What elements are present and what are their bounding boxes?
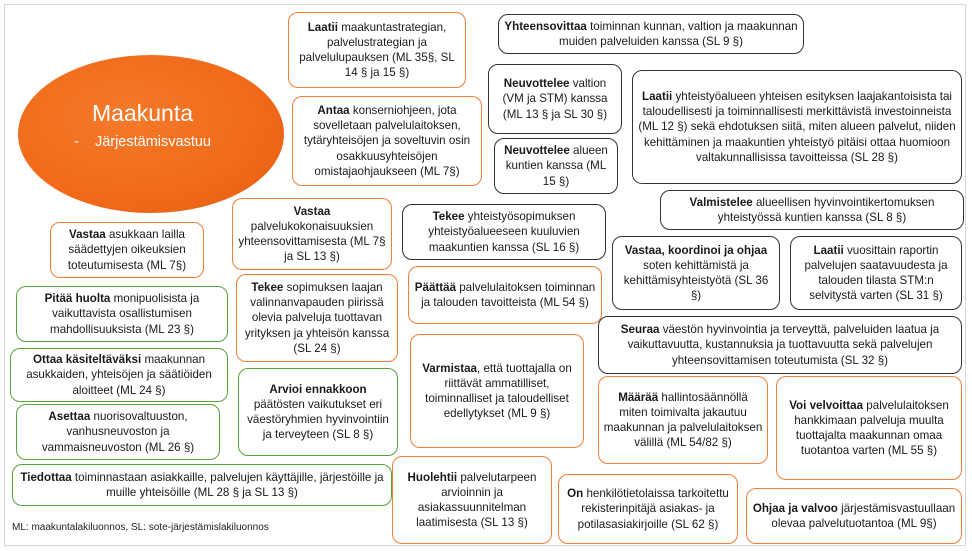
box-verb: Varmistaa xyxy=(422,361,478,375)
box-text xyxy=(21,409,215,454)
box-text xyxy=(407,209,601,254)
box-verb: Laatii xyxy=(642,90,673,104)
box-verb: Päättää xyxy=(414,280,457,294)
box-verb: Tekee xyxy=(432,210,465,224)
box-verb: Tiedottaa xyxy=(20,470,72,484)
box-body: hallintosäännöllä miten toimivalta jakautuu maakunnan ja palvelulaitoksen välillä (ML 54/82 §) xyxy=(603,390,763,450)
box-text xyxy=(413,280,597,310)
box-tiedottaa xyxy=(12,464,392,506)
box-body: vuosittain raportin palvelujen saatavuudesta ja talouden tilasta STM:n selvitystä varten (SL 31 §) xyxy=(804,243,948,303)
box-body: toiminnan kunnan, valtion ja maakunnan muiden palveluiden kanssa (SL 9 §) xyxy=(559,19,798,48)
box-text xyxy=(297,103,477,178)
box-verb: Tekee xyxy=(251,281,284,295)
box-text xyxy=(603,390,763,450)
box-body: maakuntastrategian, palvelustrategian ja palvelulupauksen (ML 35§, SL 14 § ja 15 §) xyxy=(299,20,455,80)
box-verb: Antaa xyxy=(317,104,350,118)
box-body: asukkaan lailla säädettyjen oikeuksien toteutumisesta (ML 7§) xyxy=(67,228,187,272)
box-laatii-raportin xyxy=(790,236,962,310)
box-body: henkilötietolaissa tarkoitettu rekisterinpitäjä asiakas- ja potilasasiakirjoille (SL 62 §) xyxy=(577,487,729,531)
box-text xyxy=(415,361,579,421)
box-text xyxy=(503,19,799,49)
box-verb: Laatii xyxy=(813,243,844,257)
box-vastaa-oikeuksien xyxy=(50,222,204,278)
box-text xyxy=(55,227,199,272)
box-body: palvelukokonaisuuksien yhteensovittamisesta (ML 7§ ja SL 13 §) xyxy=(238,219,386,264)
box-text xyxy=(751,501,957,531)
box-body: järjestämisvastuullaan olevaa palvelutuotantoa (ML 9§) xyxy=(771,501,956,530)
box-body: väestön hyvinvointia ja terveyttä, palveluiden laatua ja vaikuttavuutta, kustannuksia ja tuottavuutta sekä palvelujen yhteensovittamisen toteutumista (SL 32 §) xyxy=(627,323,940,367)
box-body: maakunnan asukkaiden, yhteisöjen ja säätiöiden aloitteet (ML 24 §) xyxy=(26,353,212,397)
footnote: ML: maakuntalakiluonnos, SL: sote-järjestämislakiluonnos xyxy=(12,522,269,533)
box-arvioi xyxy=(238,368,398,456)
box-text xyxy=(637,89,957,164)
box-text xyxy=(237,204,387,264)
box-verb: On xyxy=(567,487,584,501)
box-text xyxy=(397,470,547,530)
box-verb: Asettaa xyxy=(48,410,91,424)
box-neuvottelee-kuntien xyxy=(494,138,618,194)
box-voi-velvoittaa xyxy=(776,376,962,480)
box-body: palvelutarpeen arvioinnin ja asiakassuunnitelman laatimisesta (SL 13 §) xyxy=(416,470,537,530)
box-valmistelee xyxy=(660,190,964,230)
box-body: yhteistyöalueen yhteisen esityksen laajakantoisista tai taloudellisesti ja toiminnallisesti merkittävistä investoinneista (ML 12 §) sekä ehdotuksen siitä, miten alueen palvelut, niiden kehittäminen ja maakuntien yhteistyö pitäisi ottaa huomioon valtakunnallisissa tavoitteissa (SL 28 §) xyxy=(638,90,956,164)
box-verb: Seuraa xyxy=(620,323,660,337)
box-asettaa xyxy=(16,404,220,460)
ellipse-subtitle: - Järjestämisvastuu xyxy=(74,134,211,150)
box-verb: Valmistelee xyxy=(689,195,753,209)
box-verb: Ohjaa ja valvoo xyxy=(752,501,838,515)
box-body: yhteistyösopimuksen yhteistyöalueeseen kuuluvien maakuntien kanssa (SL 16 §) xyxy=(428,210,580,254)
box-verb: Voi velvoittaa xyxy=(789,398,864,412)
box-body: toiminnastaan asiakkaille, palvelujen käyttäjille, järjestöille ja muille yhteisöille (ML 28 § ja SL 13 §) xyxy=(71,470,384,499)
box-seuraa xyxy=(598,316,962,374)
box-text xyxy=(21,291,223,336)
box-varmistaa xyxy=(410,334,584,448)
box-body: valtion (VM ja STM) kanssa (ML 13 § ja SL 30 §) xyxy=(502,77,608,121)
box-body: alueen kuntien kanssa (ML 15 §) xyxy=(505,144,608,188)
box-text xyxy=(493,76,617,121)
box-text xyxy=(617,243,775,303)
box-ottaa-kasiteltavaksi xyxy=(10,348,228,402)
box-vastaa-palvelukokonaisuuksien xyxy=(232,198,392,270)
box-verb: Laatii xyxy=(307,20,338,34)
box-tekee-sopimuksen xyxy=(236,274,398,362)
box-verb: Vastaa xyxy=(293,204,331,218)
box-verb: Määrää xyxy=(618,390,659,404)
box-verb: Huolehtii xyxy=(407,470,458,484)
box-text xyxy=(665,195,959,225)
box-text xyxy=(17,470,387,500)
box-on-henkilotietolaissa xyxy=(558,474,738,544)
box-body: soten kehittämistä ja kehittämisyhteistyötä (SL 36 §) xyxy=(623,258,769,303)
box-verb: Neuvottelee xyxy=(504,144,570,158)
box-laatii-strategia xyxy=(288,12,466,88)
box-vastaa-koordinoi xyxy=(612,236,780,310)
box-body: nuorisovaltuuston, vanhusneuvoston ja vammaisneuvoston (ML 26 §) xyxy=(41,410,195,454)
box-text xyxy=(15,352,223,397)
box-verb: Arvioi ennakkoon xyxy=(269,382,367,396)
box-text xyxy=(241,280,393,355)
box-body: , että tuottajalla on riittävät ammatilliset, toiminnalliset ja taloudelliset edellytykset (ML 9 §) xyxy=(425,361,572,421)
box-text xyxy=(603,322,957,367)
box-body: konserniohjeen, jota sovelletaan palvelulaitoksen, tytäryhteisöjen ja soveltuvin osin osakkuusyhteisöjen omistajaohjaukseen (ML 7§) xyxy=(303,104,471,178)
box-verb: Pitää huolta xyxy=(44,292,111,306)
box-text xyxy=(795,243,957,303)
box-tekee-yhteistyosopimuksen xyxy=(402,204,606,260)
box-neuvottelee-valtion xyxy=(488,64,622,134)
box-body: alueellisen hyvinvointikertomuksen yhteistyössä kuntien kanssa (SL 8 §) xyxy=(717,195,935,224)
box-text xyxy=(243,382,393,442)
box-body: monipuolisista ja vaikuttavista osallistumisen mahdollisuuksista (ML 23 §) xyxy=(50,292,200,336)
box-body: sopimuksen laajan valinnanvapauden piirissä olevia palveluja tuottavan yrityksen ja yhteisön kanssa (SL 24 §) xyxy=(244,281,390,355)
box-text xyxy=(781,398,957,458)
box-maaraa xyxy=(598,376,768,464)
box-text xyxy=(563,486,733,531)
box-antaa-konserniohjeen xyxy=(292,96,482,186)
box-paattaa xyxy=(408,266,602,324)
box-body: päätösten vaikutukset eri väestöryhmien hyvinvointiin ja terveyteen (SL 8 §) xyxy=(247,397,389,442)
box-body: palvelulaitoksen toiminnan ja talouden tavoitteista (ML 54 §) xyxy=(421,280,596,309)
box-verb: Neuvottelee xyxy=(503,77,570,91)
ellipse-title: Maakunta xyxy=(92,100,194,126)
box-verb: Vastaa xyxy=(68,228,106,242)
box-laatii-esitys xyxy=(632,70,962,184)
box-verb: Ottaa käsiteltäväksi xyxy=(32,353,142,367)
box-pitaa-huolta xyxy=(16,286,228,342)
box-verb: Yhteensovittaa xyxy=(504,19,587,33)
box-yhteensovittaa xyxy=(498,14,804,54)
box-text xyxy=(293,20,461,80)
box-verb: Vastaa, koordinoi ja ohjaa xyxy=(624,243,768,257)
box-body: palvelulaitoksen hankkimaan palveluja muulta tuottajalta maakunnan omaa tuotantoa varten (ML 55 §) xyxy=(794,398,949,458)
box-text xyxy=(499,143,613,188)
box-huolehtii xyxy=(392,456,552,544)
box-ohjaa-valvoo xyxy=(746,488,962,544)
